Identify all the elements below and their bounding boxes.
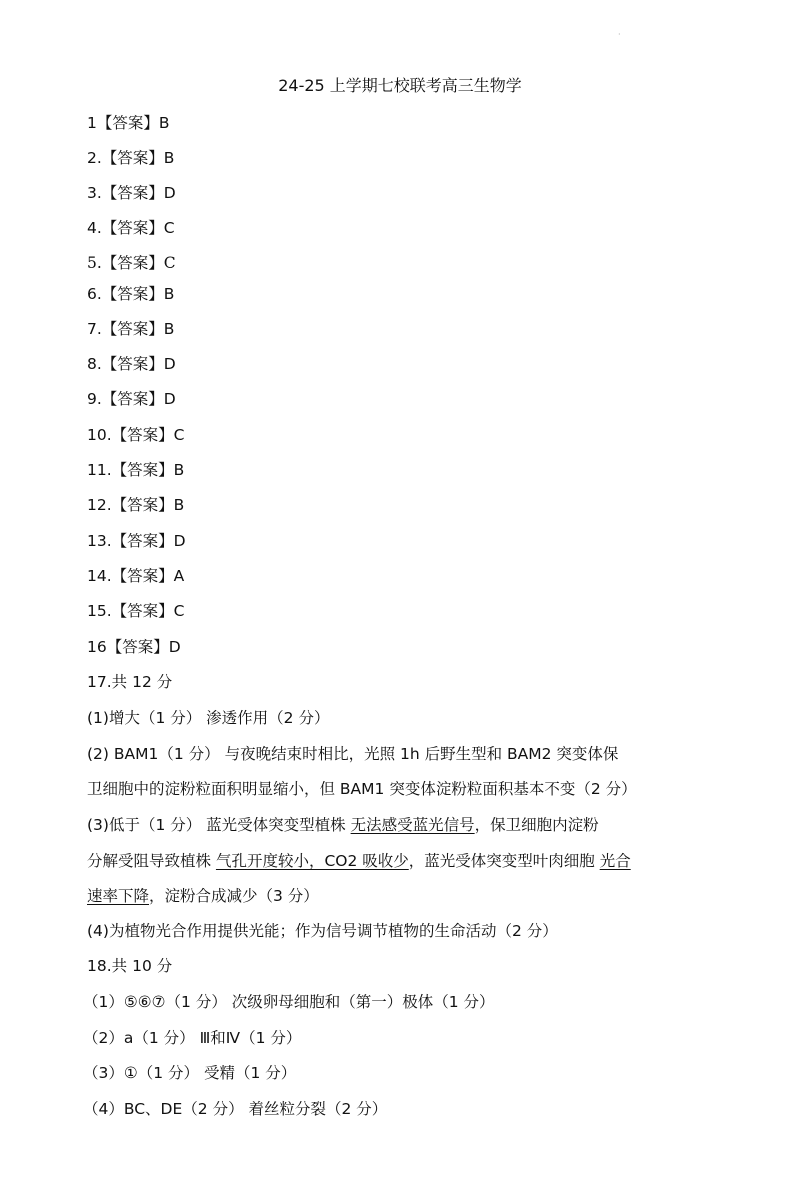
scan-mark: · (618, 30, 621, 39)
answer-8: 8.【答案】D (87, 355, 176, 373)
answer-11: 11.【答案】B (87, 461, 185, 479)
answer-15: 15.【答案】C (87, 602, 185, 620)
answer-1: 1【答案】B (87, 114, 170, 132)
answer-7: 7.【答案】B (87, 320, 175, 338)
q18-part1: （1）⑤⑥⑦（1 分） 次级卵母细胞和（第一）极体（1 分） (83, 993, 495, 1011)
answer-6: 6.【答案】B (87, 285, 175, 303)
q17-part3-underline-d: 速率下降 (87, 887, 150, 905)
answer-4: 4.【答案】C (87, 219, 175, 237)
page-title: 24-25 上学期七校联考高三生物学 (278, 76, 522, 95)
q18-part4: （4）BC、DE（2 分） 着丝粒分裂（2 分） (83, 1100, 388, 1118)
q18-part2: （2）a（1 分） Ⅲ和Ⅳ（1 分） (83, 1029, 302, 1047)
q17-part3-text-d: ，蓝光受体突变型叶肉细胞 (408, 852, 600, 870)
q17-part3-underline-b: 气孔开度较小，CO2 吸收少 (215, 852, 409, 870)
q18-part3: （3）①（1 分） 受精（1 分） (83, 1064, 297, 1082)
q17-part3-underline-a: 无法感受蓝光信号 (350, 816, 475, 834)
answer-3: 3.【答案】D (87, 184, 176, 202)
q17-header: 17.共 12 分 (87, 673, 173, 691)
answer-2: 2.【答案】B (87, 149, 175, 167)
q17-part2-line1: (2) BAM1（1 分） 与夜晚结束时相比，光照 1h 后野生型和 BAM2 突变体保 (87, 745, 619, 763)
q18-header: 18.共 10 分 (87, 957, 173, 975)
q17-part3-line2 (87, 850, 631, 872)
answer-14: 14.【答案】A (87, 567, 185, 585)
answer-5: 5.【答案】C (87, 254, 176, 272)
q17-part4: (4)为植物光合作用提供光能；作为信号调节植物的生命活动（2 分） (87, 922, 558, 940)
q17-part3-text-c: 分解受阻导致植株 (87, 852, 216, 870)
answer-16: 16【答案】D (87, 638, 181, 656)
answer-13: 13.【答案】D (87, 532, 186, 550)
q17-part3-underline-c: 光合 (599, 852, 631, 870)
q17-part1: (1)增大（1 分） 渗透作用（2 分） (87, 709, 330, 727)
q17-part3-text-a: (3)低于（1 分） 蓝光受体突变型植株 (87, 816, 351, 834)
q17-part3-line1 (87, 814, 599, 836)
q17-part3-text-e: ，淀粉合成减少（3 分） (149, 887, 319, 905)
q17-part3-line3 (87, 885, 319, 907)
answer-12: 12.【答案】B (87, 496, 185, 514)
q17-part3-text-b: ，保卫细胞内淀粉 (474, 816, 599, 834)
answer-10: 10.【答案】C (87, 426, 185, 444)
answer-9: 9.【答案】D (87, 390, 176, 408)
q17-part2-line2: 卫细胞中的淀粉粒面积明显缩小，但 BAM1 突变体淀粉粒面积基本不变（2 分） (87, 780, 637, 798)
